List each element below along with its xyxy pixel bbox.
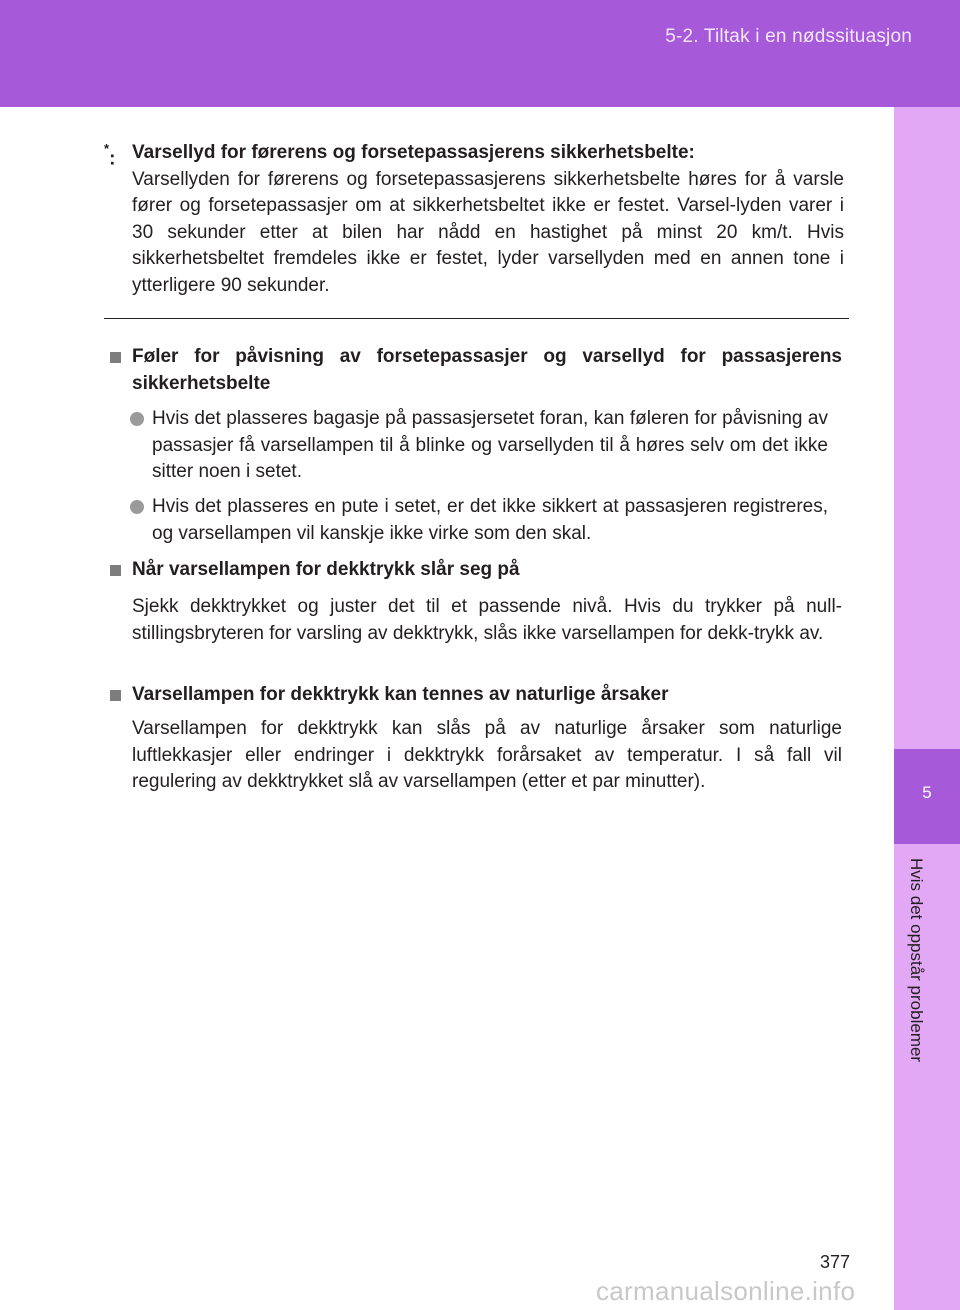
circle-bullet-icon xyxy=(130,412,144,426)
section-header-title: 5-2. Tiltak i en nødssituasjon xyxy=(665,26,912,47)
watermark: carmanualsonline.info xyxy=(596,1276,856,1306)
section-title: Varsellampen for dekktrykk kan tennes av naturlige årsaker xyxy=(132,684,669,705)
chapter-number: 5 xyxy=(922,783,932,802)
list-item-text: Hvis det plasseres bagasje på passasjersetet foran, kan føleren for påvisning av passasjer få varsellampen til å blinke og varsellyden til å høres selv om det ikke sitter noen i setet. xyxy=(152,408,828,482)
chapter-title: Hvis det oppstår problemer xyxy=(907,858,926,1063)
square-bullet-icon xyxy=(110,565,121,576)
section-title: Føler for påvisning av forsetepassasjer og varsellyd for passasjerens sikkerhetsbelte xyxy=(132,346,842,394)
section-title: Når varsellampen for dekktrykk slår seg på xyxy=(132,559,520,580)
asterisk-icon: * xyxy=(104,141,110,156)
square-bullet-icon xyxy=(110,352,121,363)
section-body: Sjekk dekktrykket og juster det til et passende nivå. Hvis du trykker på null-stillingsbryteren for varsling av dekktrykk, slås ikke varsellampen for dekk-trykk av. xyxy=(132,596,842,644)
circle-bullet-icon xyxy=(130,500,144,514)
list-item-text: Hvis det plasseres en pute i setet, er det ikke sikkert at passasjeren registreres, og varsellampen vil kanskje ikke virke som den skal. xyxy=(152,496,828,544)
chapter-side-tab xyxy=(894,107,960,1310)
footnote-title: Varsellyd for førerens og forsetepassasjerens sikkerhetsbelte: xyxy=(132,142,695,163)
footnote-marker: *: xyxy=(104,141,116,170)
square-bullet-icon xyxy=(110,690,121,701)
header-bar xyxy=(0,0,960,107)
section-body: Varsellampen for dekktrykk kan slås på av naturlige årsaker som naturlige luftlekkasjer eller endringer i dekktrykk forårsaket av temperatur. I så fall vil regulering av dekktrykket slå av varsellampen (etter et par minutter). xyxy=(132,718,842,792)
page-number: 377 xyxy=(820,1252,851,1272)
footnote-body: Varsellyden for førerens og forsetepassasjerens sikkerhetsbelte høres for å varsle fører og forsetepassasjer om at sikkerhetsbeltet ikke er festet. Varsel-lyden varer i 30 sekunder etter at bilen har nådd en hastighet på minst 20 km/t. Hvis sikkerhetsbeltet fremdeles ikke er festet, lyder varsellyden med en annen tone i ytterligere 90 sekunder. xyxy=(132,168,844,296)
divider xyxy=(104,318,849,319)
